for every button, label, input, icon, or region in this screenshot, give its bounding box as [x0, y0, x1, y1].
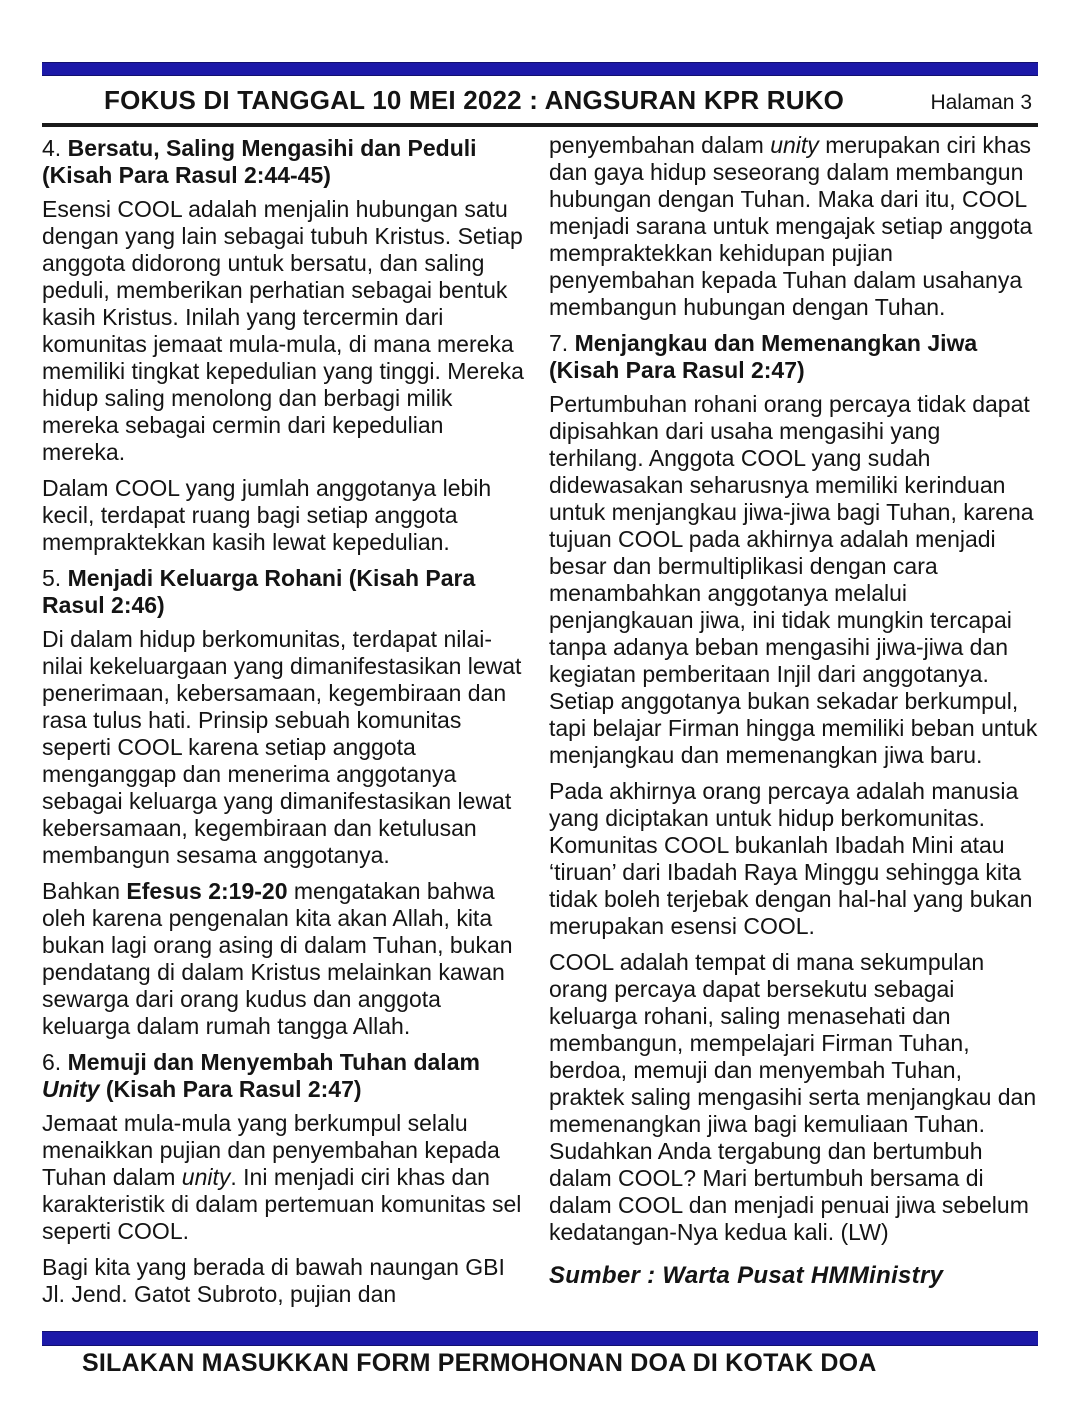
paragraph: Bahkan Efesus 2:19-20 mengatakan bahwa oleh karena pengenalan kita akan Allah, kita bukan lagi orang asing di dalam Tuhan, bukan pendatang di dalam Kristus melainkan kawan sewarga dari orang kudus dan anggota keluarga dalam rumah tangga Allah.	[42, 878, 513, 1039]
paragraph: Di dalam hidup berkomunitas, terdapat nilai-nilai kekeluargaan yang dimanifestasikan lewat penerimaan, kebersamaan, kegembiraan dan rasa tulus hati. Prinsip sebuah komunitas seperti COOL karena setiap anggota menganggap dan menerima anggotanya sebagai keluarga yang dimanifestasikan lewat kebersamaan, kegembiraan dan ketulusan membangun sesama anggotanya.	[42, 626, 522, 868]
paragraph: Bagi kita yang berada di bawah naungan GBI Jl. Jend. Gatot Subroto, pujian dan	[42, 1254, 505, 1307]
source-line: Sumber : Warta Pusat HMMinistry	[549, 1262, 944, 1289]
paragraph: Jemaat mula-mula yang berkumpul selalu menaikkan pujian dan penyembahan kepada Tuhan dalam unity. Ini menjadi ciri khas dan karakteristik di dalam pertemuan komunitas sel seperti COOL.	[42, 1110, 522, 1244]
page-content	[42, 0, 1038, 1328]
left-column	[42, 132, 531, 1328]
page-header	[42, 76, 1038, 123]
section-heading: 5. Menjadi Keluarga Rohani (Kisah Para Rasul 2:46)	[42, 565, 476, 618]
paragraph: Pertumbuhan rohani orang percaya tidak dapat dipisahkan dari usaha mengasihi yang terhilang. Anggota COOL yang sudah didewasakan seharusnya memiliki kerinduan untuk menjangkau jiwa-jiwa bagi Tuhan, karena tujuan COOL pada akhirnya adalah menjadi besar dan bermultiplikasi dengan cara menambahkan anggotanya melalui penjangkauan jiwa, ini tidak mungkin tercapai tanpa adanya beban mengasihi jiwa-jiwa dan kegiatan pemberitaan Injil dari anggotanya. Setiap anggotanya bukan sekadar berkumpul, tapi belajar Firman hingga memiliki beban untuk menjangkau dan memenangkan jiwa baru.	[549, 391, 1038, 768]
header-divider	[42, 123, 1038, 127]
paragraph: Pada akhirnya orang percaya adalah manusia yang diciptakan untuk hidup berkomunitas. Komunitas COOL bukanlah Ibadah Mini atau ‘tiruan’ dari Ibadah Raya Minggu sehingga kita tidak boleh terjebak dengan hal-hal yang bukan merupakan esensi COOL.	[549, 778, 1033, 939]
paragraph: Dalam COOL yang jumlah anggotanya lebih kecil, terdapat ruang bagi setiap anggota mempraktekkan kasih lewat kepedulian.	[42, 475, 492, 555]
section-heading: 6. Memuji dan Menyembah Tuhan dalam Unity (Kisah Para Rasul 2:47)	[42, 1049, 480, 1102]
section-heading: 4. Bersatu, Saling Mengasihi dan Peduli (Kisah Para Rasul 2:44-45)	[42, 135, 477, 188]
top-accent-bar	[42, 62, 1038, 76]
paragraph: penyembahan dalam unity merupakan ciri khas dan gaya hidup seseorang dalam membangun hubungan dengan Tuhan. Maka dari itu, COOL menjadi sarana untuk mengajak setiap anggota mempraktekkan kehidupan pujian penyembahan kepada Tuhan dalam usahanya membangun hubungan dengan Tuhan.	[549, 132, 1033, 320]
right-column	[549, 132, 1038, 1328]
paragraph: COOL adalah tempat di mana sekumpulan orang percaya dapat bersekutu sebagai keluarga rohani, saling menasehati dan membangun, mempelajari Firman Tuhan, berdoa, memuji dan menyembah Tuhan, praktek saling mengasihi serta menjangkau dan memenangkan jiwa bagi kemuliaan Tuhan. Sudahkan Anda tergabung dan bertumbuh dalam COOL? Mari bertumbuh bersama di dalam COOL dan menjadi penuai jiwa sebelum kedatangan-Nya kedua kali. (LW)	[549, 949, 1037, 1245]
page-number: Halaman 3	[930, 91, 1032, 114]
page-title: FOKUS DI TANGGAL 10 MEI 2022 : ANGSURAN KPR RUKO	[104, 85, 845, 115]
paragraph: Esensi COOL adalah menjalin hubungan satu dengan yang lain sebagai tubuh Kristus. Setiap anggota didorong untuk bersatu, dan saling peduli, memberikan perhatian sebagai bentuk kasih Kristus. Inilah yang tercermin dari komunitas jemaat mula-mula, di mana mereka memiliki tingkat kepedulian yang tinggi. Mereka hidup saling menolong dan berbagi milik mereka sebagai cermin dari kepedulian mereka.	[42, 196, 524, 465]
section-heading: 7. Menjangkau dan Memenangkan Jiwa (Kisah Para Rasul 2:47)	[549, 330, 978, 383]
footer-accent-bar	[42, 1331, 1038, 1346]
footer-notice: SILAKAN MASUKKAN FORM PERMOHONAN DOA DI KOTAK DOA	[82, 1349, 877, 1377]
article-body	[42, 132, 1038, 1328]
